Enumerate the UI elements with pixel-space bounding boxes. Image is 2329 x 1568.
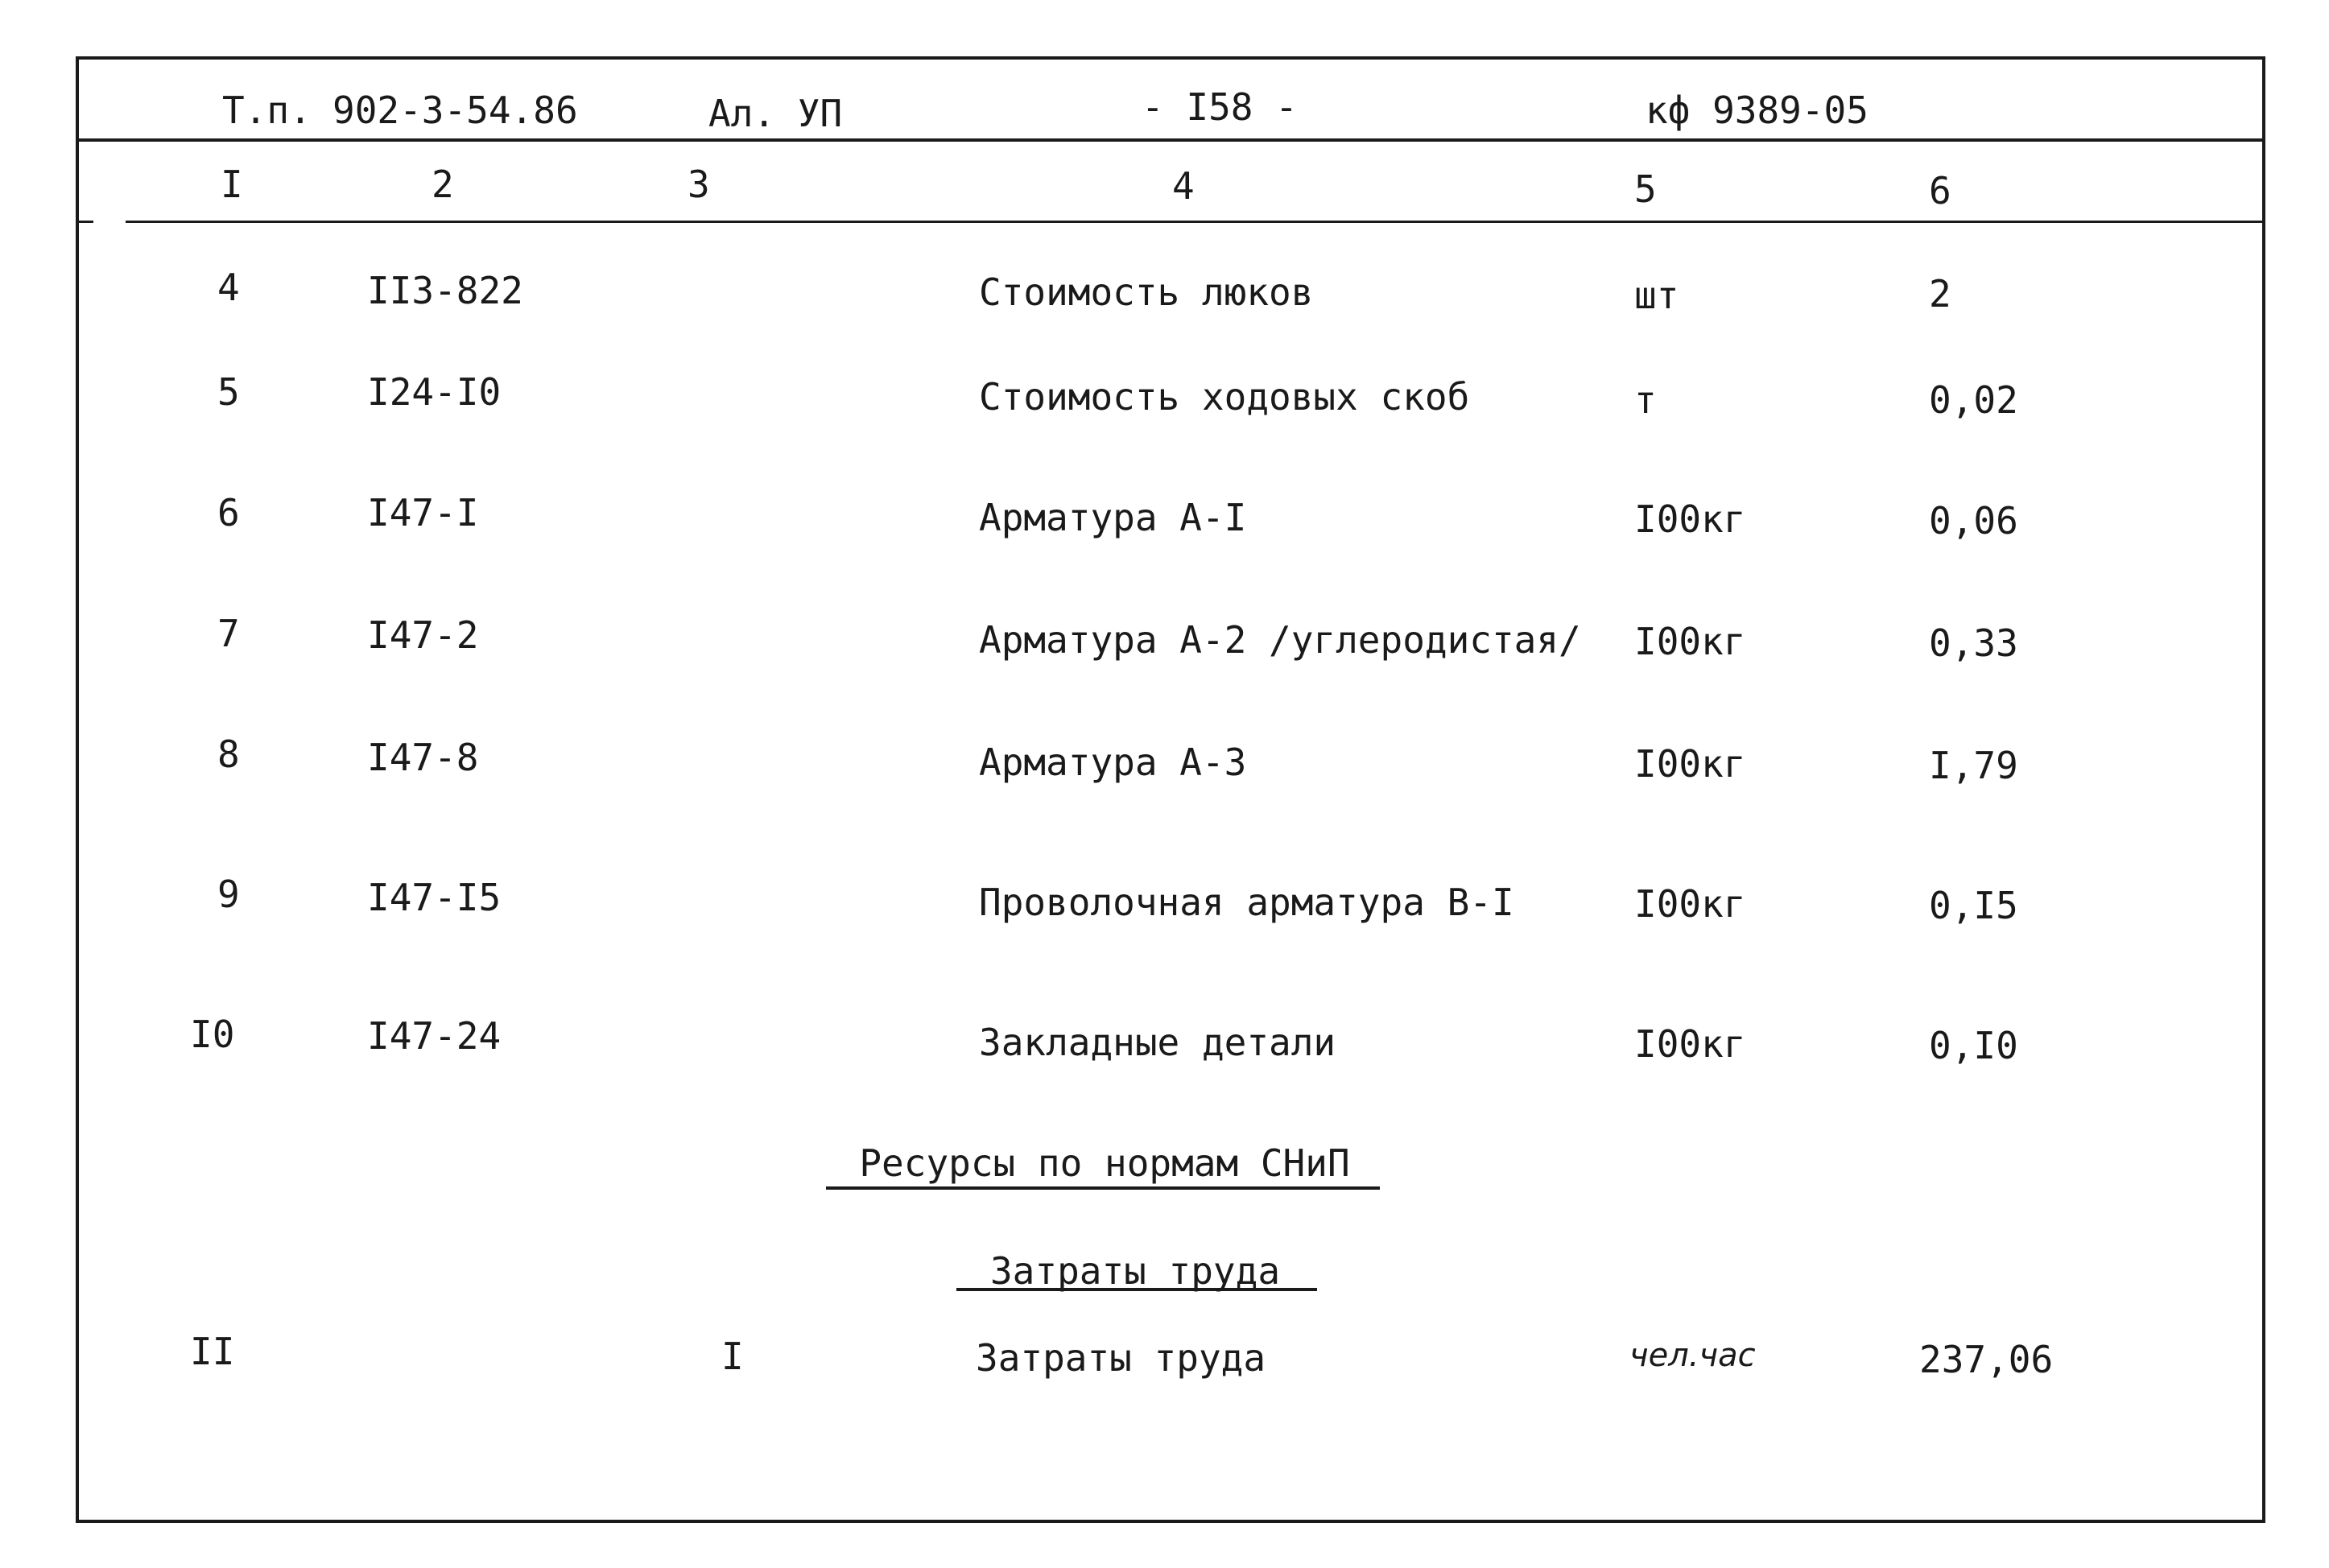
column-header-3: 3 [688,163,710,206]
album-label: Ал. УП [708,92,843,135]
row-name: Закладные детали [979,1021,1336,1064]
page-number: - I58 - [1142,85,1298,129]
header-divider [76,138,2265,142]
row-code: I47-24 [367,1014,502,1058]
row-name: Арматура А-I [979,496,1247,539]
row-name: Проволочная арматура В-I [979,881,1514,924]
row-unit: I00кг [1634,620,1746,663]
row-unit: I00кг [1634,497,1746,541]
row-number: 9 [217,873,240,916]
row-unit: т [1634,378,1657,422]
row-number: I0 [190,1013,235,1056]
row-code: I47-I5 [367,876,502,919]
section-title-resources-underline [826,1186,1380,1190]
row-code: I47-2 [367,613,479,657]
column-header-6: 6 [1929,169,1951,213]
row-number: II [190,1330,235,1373]
row-quantity: 0,33 [1929,621,2018,665]
row-name: Арматура А-3 [979,741,1247,784]
row-quantity: 2 [1929,272,1951,316]
row-unit: I00кг [1634,882,1746,926]
row-name: Стоимость люков [979,270,1314,314]
row-code: I47-8 [367,736,479,779]
section-title-resources: Ресурсы по нормам СНиП [859,1141,1350,1185]
row-number: 6 [217,491,240,534]
section-title-labor: Затраты труда [989,1249,1281,1293]
column-header-5: 5 [1634,167,1657,211]
row-name: Арматура А-2 /углеродистая/ [979,618,1581,662]
row-unit: шт [1634,274,1679,317]
row-unit: чел.час [1629,1337,1756,1374]
row-quantity: 0,I5 [1929,884,2018,927]
row-code: II3-822 [367,269,523,312]
document-code: кф 9389-05 [1646,89,1869,132]
row-code: I24-I0 [367,370,502,414]
row-name: Затраты труда [976,1336,1266,1380]
row-quantity: I,79 [1929,744,2018,787]
row-number: 5 [217,370,240,414]
row-number: 4 [217,266,240,309]
row-number: 7 [217,612,240,655]
column-header-4: 4 [1172,164,1195,208]
row-quantity: 237,06 [1919,1338,2054,1381]
row-reference: I [721,1335,744,1378]
row-quantity: 0,I0 [1929,1024,2018,1067]
row-number: 8 [217,732,240,776]
row-name: Стоимость ходовых скоб [979,375,1470,419]
row-code: I47-I [367,491,479,534]
column-header-divider-stub [76,221,93,223]
section-title-labor-underline [956,1288,1317,1291]
column-header-2: 2 [432,163,454,206]
row-quantity: 0,06 [1929,499,2018,543]
column-header-divider [126,221,2265,223]
row-quantity: 0,02 [1929,378,2018,422]
series-label: Т.п. [222,89,312,132]
series-number: 902-3-54.86 [332,89,578,132]
row-unit: I00кг [1634,742,1746,786]
column-header-1: I [221,163,243,206]
row-unit: I00кг [1634,1022,1746,1066]
